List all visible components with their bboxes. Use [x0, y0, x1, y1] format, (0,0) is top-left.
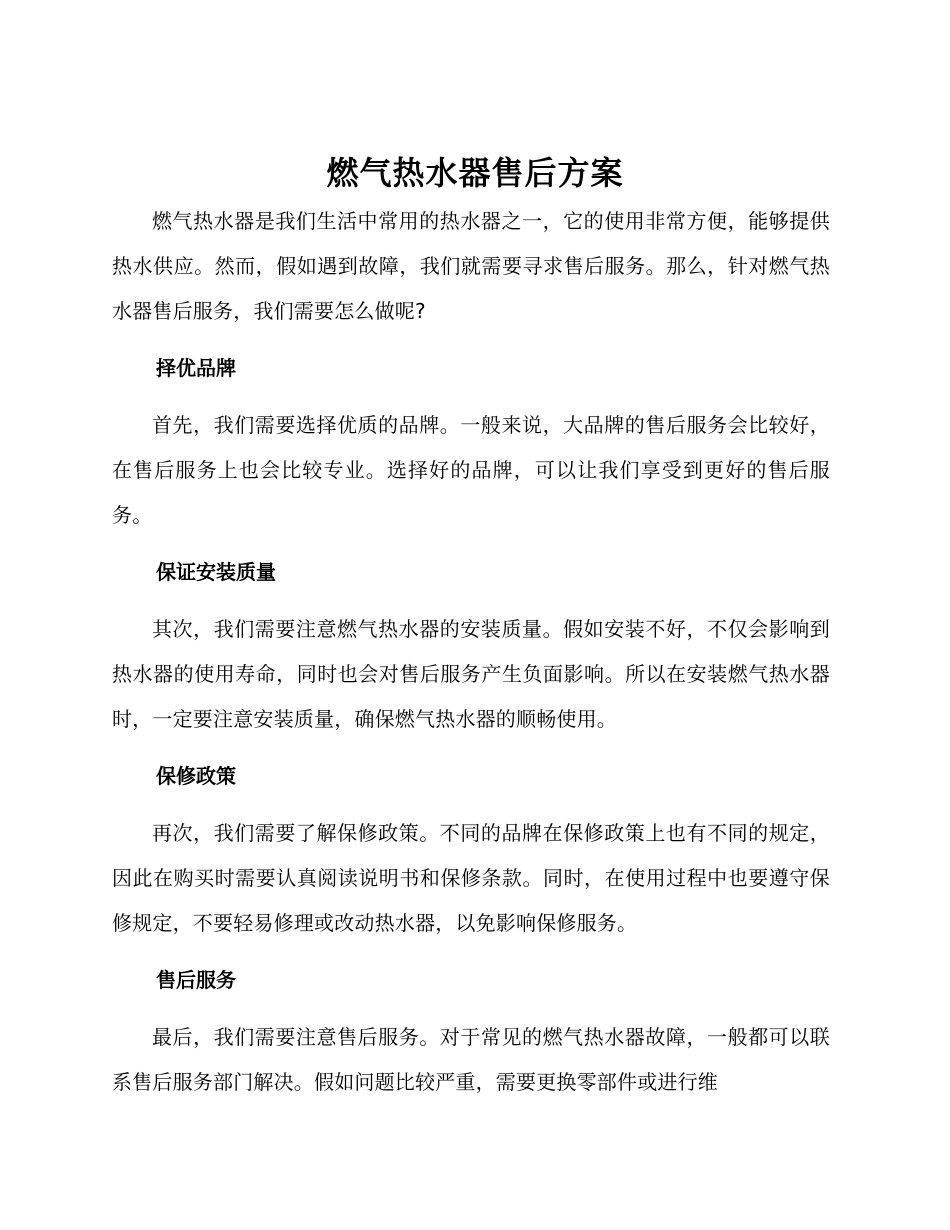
intro-paragraph: 燃气热水器是我们生活中常用的热水器之一，它的使用非常方便，能够提供热水供应。然而，假如遇到故障，我们就需要寻求售后服务。那么，针对燃气热水器售后服务，我们需要怎么做呢?	[112, 209, 830, 323]
section-paragraph-installation: 其次，我们需要注意燃气热水器的安装质量。假如安装不好，不仅会影响到热水器的使用寿命，同时也会对售后服务产生负面影响。所以在安装燃气热水器时，一定要注意安装质量，确保燃气热水器的顺畅使用。	[112, 617, 830, 731]
section-paragraph-warranty: 再次，我们需要了解保修政策。不同的品牌在保修政策上也有不同的规定，因此在购买时需要认真阅读说明书和保修条款。同时，在使用过程中也要遵守保修规定，不要轻易修理或改动热水器，以免影响保修服务。	[112, 821, 830, 935]
section-paragraph-after-sales: 最后，我们需要注意售后服务。对于常见的燃气热水器故障，一般都可以联系售后服务部门解决。假如问题比较严重，需要更换零部件或进行维	[112, 1025, 830, 1094]
section-paragraph-brand: 首先，我们需要选择优质的品牌。一般来说，大品牌的售后服务会比较好，在售后服务上也会比较专业。选择好的品牌，可以让我们享受到更好的售后服务。	[112, 413, 830, 527]
document-body	[112, 199, 830, 1117]
section-heading-installation: 保证安装质量	[156, 560, 276, 584]
document-title: 燃气热水器售后方案	[326, 154, 624, 192]
section-heading-warranty: 保修政策	[156, 764, 236, 788]
section-heading-brand: 择优品牌	[156, 356, 236, 380]
section-heading-after-sales: 售后服务	[156, 968, 236, 992]
